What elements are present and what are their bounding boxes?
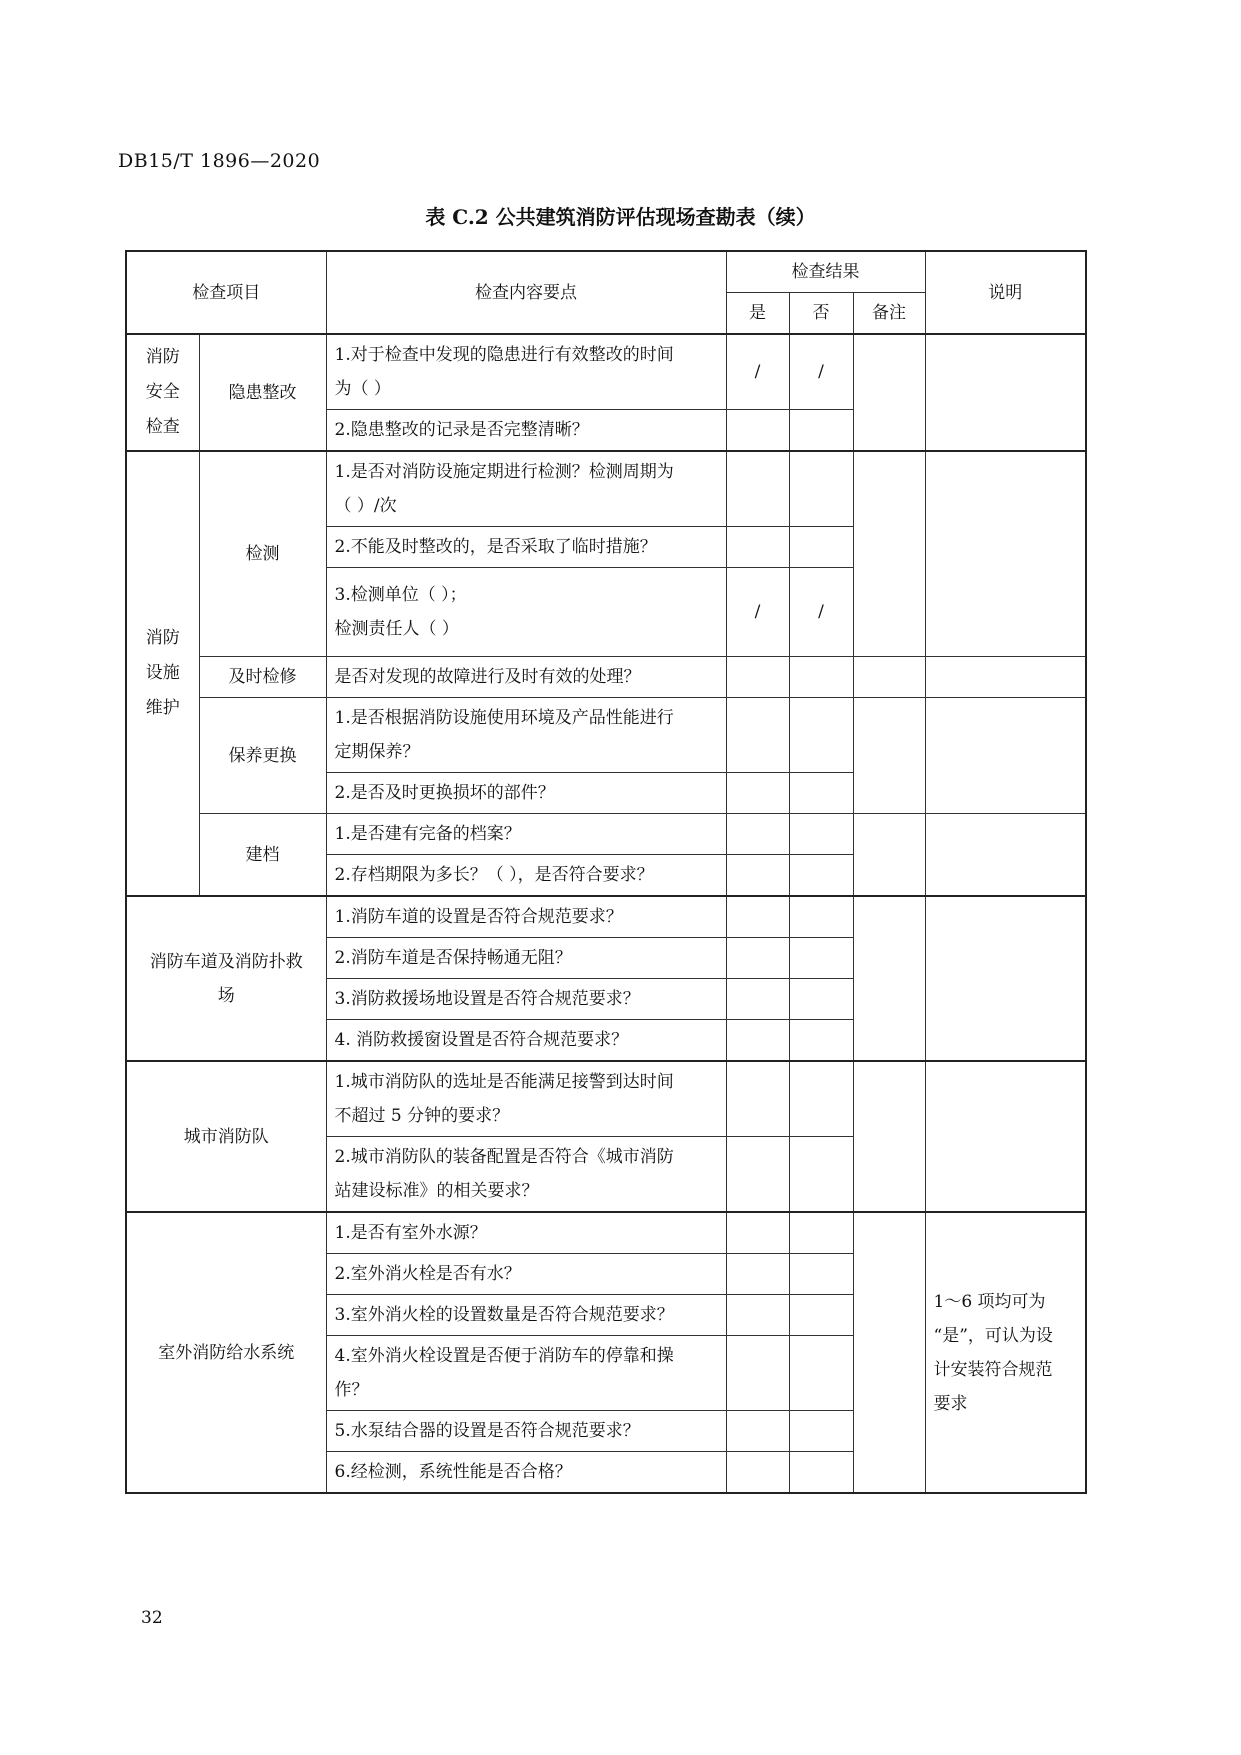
content-cell: 5.水泵结合器的设置是否符合规范要求？ [326,1411,726,1452]
yes-cell [726,1061,789,1137]
no-cell [789,1336,853,1411]
yes-cell [726,1020,789,1062]
table-row [126,1061,1086,1137]
table-row [126,814,1086,855]
yes-cell [726,1452,789,1494]
yes-cell [726,1295,789,1336]
table-row [126,698,1086,773]
content-cell: 2.室外消火栓是否有水？ [326,1254,726,1295]
content-cell: 2.不能及时整改的，是否采取了临时措施？ [326,527,726,568]
content-cell: 2.存档期限为多长？（ ），是否符合要求？ [326,855,726,897]
no-cell [789,527,853,568]
header-explanation: 说明 [925,251,1086,334]
category-fire-lane: 消防车道及消防扑救 场 [126,896,326,1061]
content-cell: 3.室外消火栓的设置数量是否符合规范要求？ [326,1295,726,1336]
header-yes: 是 [726,293,789,335]
content-cell: 4.室外消火栓设置是否便于消防车的停靠和操 作？ [326,1336,726,1411]
no-cell [789,773,853,814]
remark-cell [853,1061,925,1212]
no-slash: / [789,568,853,657]
content-cell: 1.对于检查中发现的隐患进行有效整改的时间 为（ ） [326,334,726,410]
explanation-cell [925,657,1086,698]
explanation-cell [925,698,1086,814]
page-number: 32 [141,1608,163,1628]
yes-cell [726,451,789,527]
inspection-table [125,250,1087,1494]
header-content: 检查内容要点 [326,251,726,334]
table-row [126,451,1086,527]
yes-cell [726,1254,789,1295]
remark-cell [853,1212,925,1493]
yes-cell [726,979,789,1020]
yes-cell [726,1336,789,1411]
subitem-hazard-rectification: 隐患整改 [199,334,326,451]
content-cell: 6.经检测，系统性能是否合格？ [326,1452,726,1494]
no-cell [789,979,853,1020]
no-cell [789,938,853,979]
content-cell: 2.城市消防队的装备配置是否符合《城市消防 站建设标准》的相关要求？ [326,1137,726,1213]
subitem-maintenance-replacement: 保养更换 [199,698,326,814]
table-row [126,657,1086,698]
no-cell [789,410,853,452]
header-row [126,251,1086,293]
explanation-cell [925,814,1086,897]
content-cell: 2.是否及时更换损坏的部件？ [326,773,726,814]
table-row [126,1212,1086,1254]
no-cell [789,1295,853,1336]
explanation-note: 1～6 项均可为 “是”，可认为设 计安装符合规范 要求 [925,1212,1086,1493]
yes-cell [726,896,789,938]
content-cell: 1.城市消防队的选址是否能满足接警到达时间 不超过 5 分钟的要求？ [326,1061,726,1137]
no-cell [789,1137,853,1213]
yes-cell [726,938,789,979]
no-cell [789,451,853,527]
content-cell: 是否对发现的故障进行及时有效的处理？ [326,657,726,698]
content-cell: 2.隐患整改的记录是否完整清晰？ [326,410,726,452]
subitem-archiving: 建档 [199,814,326,897]
explanation-cell [925,896,1086,1061]
no-cell [789,855,853,897]
content-cell: 1.是否根据消防设施使用环境及产品性能进行 定期保养？ [326,698,726,773]
content-cell: 1.消防车道的设置是否符合规范要求？ [326,896,726,938]
yes-cell [726,855,789,897]
header-result: 检查结果 [726,251,925,293]
no-cell [789,698,853,773]
content-cell: 3.消防救援场地设置是否符合规范要求？ [326,979,726,1020]
category-city-fire-brigade: 城市消防队 [126,1061,326,1212]
yes-cell [726,1212,789,1254]
table-row [126,334,1086,410]
yes-cell [726,527,789,568]
subitem-timely-repair: 及时检修 [199,657,326,698]
standard-code: DB15/T 1896—2020 [118,150,321,172]
category-fire-safety-check: 消防 安全 检查 [126,334,199,451]
yes-cell [726,773,789,814]
remark-cell [853,698,925,814]
yes-slash: / [726,568,789,657]
category-outdoor-water-supply: 室外消防给水系统 [126,1212,326,1493]
header-no: 否 [789,293,853,335]
yes-cell [726,657,789,698]
content-cell: 1.是否有室外水源？ [326,1212,726,1254]
no-cell [789,1212,853,1254]
header-item: 检查项目 [126,251,326,334]
remark-cell [853,334,925,451]
explanation-cell [925,1061,1086,1212]
remark-cell [853,451,925,657]
content-cell: 3.检测单位（ ）； 检测责任人（ ） [326,568,726,657]
no-cell [789,896,853,938]
explanation-cell [925,451,1086,657]
no-cell [789,814,853,855]
yes-cell [726,814,789,855]
yes-cell [726,410,789,452]
no-cell [789,1411,853,1452]
content-cell: 1.是否对消防设施定期进行检测？检测周期为 （ ）/次 [326,451,726,527]
content-cell: 1.是否建有完备的档案？ [326,814,726,855]
content-cell: 2.消防车道是否保持畅通无阻？ [326,938,726,979]
yes-cell [726,698,789,773]
yes-cell [726,1411,789,1452]
no-cell [789,1020,853,1062]
no-cell [789,1254,853,1295]
yes-slash: / [726,334,789,410]
table-title: 表 C.2 公共建筑消防评估现场查勘表（续） [425,205,816,229]
no-cell [789,1452,853,1494]
remark-cell [853,814,925,897]
table-row [126,896,1086,938]
no-cell [789,1061,853,1137]
remark-cell [853,657,925,698]
subitem-testing: 检测 [199,451,326,657]
no-cell [789,657,853,698]
explanation-cell [925,334,1086,451]
remark-cell [853,896,925,1061]
content-cell: 4. 消防救援窗设置是否符合规范要求？ [326,1020,726,1062]
yes-cell [726,1137,789,1213]
header-remark: 备注 [853,293,925,335]
no-slash: / [789,334,853,410]
category-facility-maintenance: 消防 设施 维护 [126,451,199,896]
